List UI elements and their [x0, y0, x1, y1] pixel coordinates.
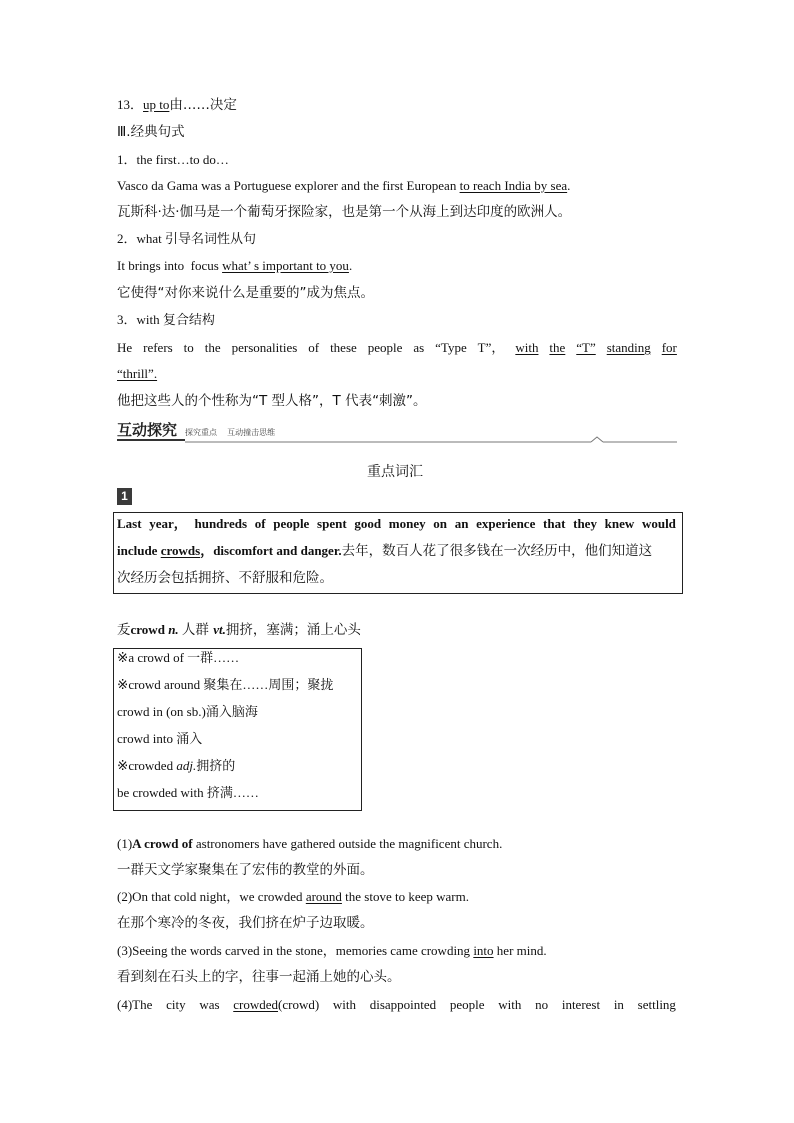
underlined-word: crowds	[160, 543, 201, 558]
phrase: up to	[143, 97, 170, 112]
example-1-english: (1)A crowd of astronomers have gathered outside the magnificent church.	[117, 836, 503, 851]
item-13	[117, 96, 237, 114]
vocab-entry: 叐crowd n. 人群 vt.拥挤，塞满；涌上心头	[117, 622, 361, 638]
sentence-2-english: It brings into focus what’ s important to you.	[117, 258, 353, 273]
phrase-box-item: be crowded with 挤满……	[117, 785, 259, 800]
sentence-1-chinese: 瓦斯科·达·伽马是一个葡萄牙探险家，也是第一个从海上到达印度的欧洲人。	[117, 204, 572, 220]
section-header-title: 互动探究	[117, 421, 178, 439]
key-sentence-line1: Last year， hundreds of people spent good money on an experience that they knew would	[117, 516, 676, 531]
sentence-3-english-line1: He refers to the personalities of these people as “Type T”， with the “T” standing for	[117, 340, 677, 355]
section-header-rule	[117, 435, 679, 449]
example-2-chinese: 在那个寒冷的冬夜，我们挤在炉子边取暖。	[117, 915, 374, 931]
example-1-chinese: 一群天文学家聚集在了宏伟的教堂的外面。	[117, 862, 374, 878]
section-title-classic-sentences: Ⅲ.经典句式	[117, 124, 185, 140]
sentence-3-english-line2: “thrill”.	[117, 366, 158, 381]
phrase-box-item: ※a crowd of 一群……	[117, 650, 240, 666]
vocab-heading: 重点词汇	[367, 464, 423, 480]
phrase-meaning: 由……决定	[169, 97, 237, 113]
example-3-chinese: 看到刻在石头上的字，往事一起涌上她的心头。	[117, 969, 401, 985]
key-sentence-line2: include crowds，discomfort and danger.去年，数百人花了很多钱在一次经历中，他们知道这	[117, 543, 653, 559]
phrase-box-item: ※crowd around 聚集在……周围；聚拢	[117, 677, 334, 693]
example-3-english: (3)Seeing the words carved in the stone，memories came crowding into her mind.	[117, 943, 547, 958]
example-2-english: (2)On that cold night，we crowded around the stove to keep warm.	[117, 889, 469, 904]
item-number: 13．	[117, 97, 144, 112]
entry-mark: 叐	[117, 622, 131, 638]
key-sentence-line3: 次经历会包括拥挤、不舒服和危险。	[117, 570, 333, 586]
sentence-2-chinese: 它使得“对你来说什么是重要的”成为焦点。	[117, 285, 374, 301]
item-number-badge: 1	[117, 488, 132, 505]
sentence-3-heading: 3．with 复合结构	[117, 312, 215, 327]
sentence-1-heading: 1．the first…to do…	[117, 152, 229, 167]
underlined-phrase: to reach India by sea	[459, 178, 568, 193]
sentence-3-chinese: 他把这些人的个性称为“T 型人格”，T 代表“刺激”。	[117, 393, 427, 409]
sentence-1-english: Vasco da Gama was a Portuguese explorer and the first European to reach India by sea.	[117, 178, 571, 193]
section-header-subtitle: 探究重点 互动撞击思维	[185, 428, 276, 437]
phrase-box-item: crowd into 涌入	[117, 731, 203, 746]
sentence-2-heading: 2．what 引导名词性从句	[117, 231, 257, 246]
underlined-phrase: what’ s important to you	[222, 258, 349, 273]
example-4-english: (4)The city was crowded(crowd) with disappointed people with no interest in settling	[117, 997, 676, 1012]
phrase-box-item: crowd in (on sb.)涌入脑海	[117, 704, 258, 719]
entry-word: crowd	[130, 622, 165, 637]
phrase-box-item: ※crowded adj.拥挤的	[117, 758, 236, 774]
